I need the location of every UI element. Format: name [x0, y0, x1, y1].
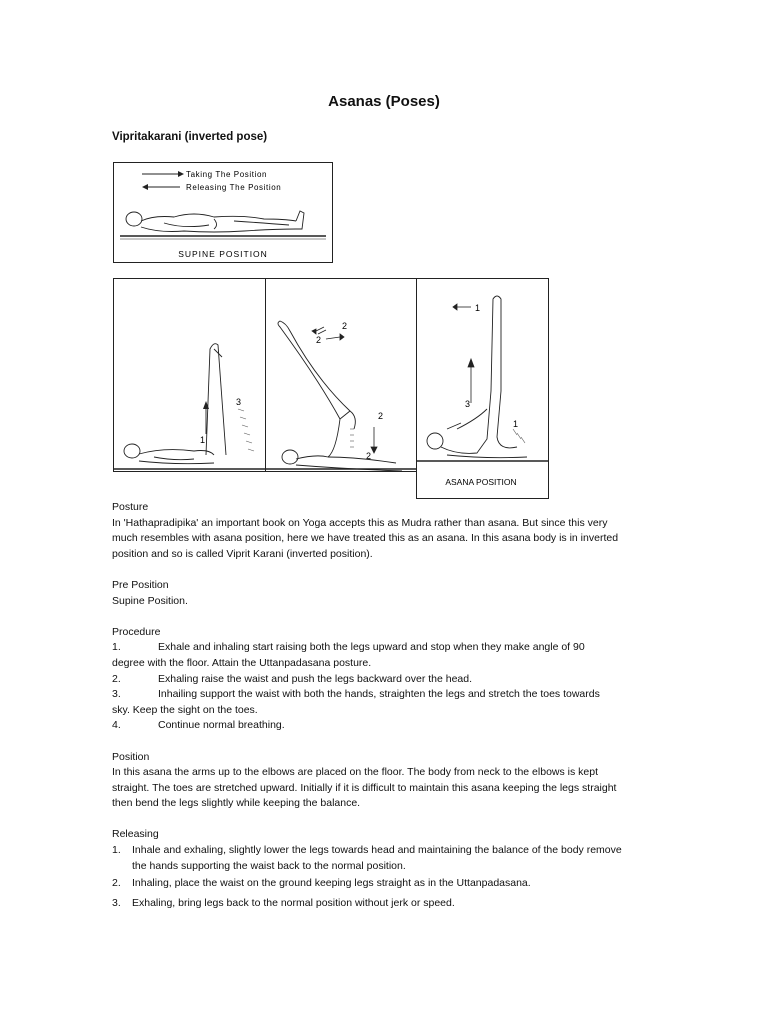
procedure-heading: Procedure	[112, 625, 161, 638]
step-number: 1.	[112, 641, 121, 654]
panel1-label-1: 1	[200, 435, 206, 445]
procedure-step	[112, 687, 632, 718]
waist-raise-illustration	[266, 279, 416, 471]
posture-paragraph: In 'Hathapradipika' an important book on Yoga accepts this as Mudra rather than asana. But since this very much resembles with asana position, here we have treated this as an asana. In this asana body is in inverted position and so is called Viprit Karani (inverted position).	[112, 516, 619, 560]
procedure-step	[112, 640, 632, 671]
step-text: Exhaling raise the waist and push the legs backward over the head.	[158, 672, 473, 685]
procedure-step	[112, 718, 632, 734]
legend-releasing-label: Releasing The Position	[186, 183, 282, 192]
page-title: Asanas (Poses)	[328, 93, 440, 110]
position-heading: Position	[112, 750, 150, 763]
step-text: Inhailing support the waist with both the hands, straighten the legs and stretch the toes towards	[158, 688, 600, 701]
pose-sequence-figure	[113, 278, 549, 499]
panel3-label-1: 1	[475, 303, 481, 313]
sequence-panel-1	[113, 278, 266, 472]
lying-body-drawing	[126, 211, 304, 232]
panel2-label-c: 2	[378, 411, 384, 421]
step-number: 4.	[112, 719, 121, 732]
step-number: 2.	[112, 672, 121, 685]
releasing-heading: Releasing	[112, 828, 159, 841]
asana-caption: ASANA POSITION	[445, 477, 517, 487]
asana-position-illustration	[417, 279, 548, 498]
releasing-step: 2. Inhaling, place the waist on the ground keeping legs straight as in the Uttanpadasana.	[112, 877, 531, 890]
step-text: Continue normal breathing.	[158, 719, 285, 732]
posture-heading: Posture	[112, 501, 149, 513]
legend-taking-label: Taking The Position	[186, 170, 268, 179]
panel2-label-b: 2	[316, 335, 322, 345]
releasing-step: 1. Inhale and exhaling, slightly lower the legs towards head and maintaining the balance of the body remove the hands supporting the waist back to the normal position.	[112, 844, 622, 872]
step-text: Exhale and inhaling start raising both the legs upward and stop when they make angle of 90	[158, 641, 585, 654]
sequence-panel-3	[416, 278, 549, 499]
pre-position-heading: Pre Position	[112, 578, 169, 591]
releasing-step: 3. Exhaling, bring legs back to the normal position without jerk or speed.	[112, 896, 455, 909]
panel3-label-3: 3	[465, 399, 471, 409]
panel3-label-1b: 1	[513, 419, 519, 429]
supine-position-figure	[113, 162, 333, 263]
panel2-label-d: 2	[366, 451, 372, 461]
step-number: 3.	[112, 688, 121, 701]
leg-raise-illustration	[114, 279, 265, 471]
supine-illustration	[114, 163, 332, 262]
pre-position-text: Supine Position.	[112, 594, 188, 607]
procedure-step	[112, 672, 632, 688]
step-continuation: degree with the floor. Attain the Uttanpadasana posture.	[112, 656, 372, 669]
panel1-label-3: 3	[236, 397, 242, 407]
body-text	[112, 500, 632, 911]
supine-caption: SUPINE POSITION	[178, 249, 268, 259]
position-paragraph: In this asana the arms up to the elbows are placed on the floor. The body from neck to the elbows is kept straight. The toes are stretched upward. Initially if it is difficult to maintain this asana keeping the legs straight then bend the legs slightly while keeping the balance.	[112, 766, 617, 810]
sequence-panel-2	[265, 278, 417, 472]
section-subtitle: Vipritakarani (inverted pose)	[112, 131, 268, 143]
panel2-label-a: 2	[342, 321, 348, 331]
step-continuation: sky. Keep the sight on the toes.	[112, 703, 258, 716]
